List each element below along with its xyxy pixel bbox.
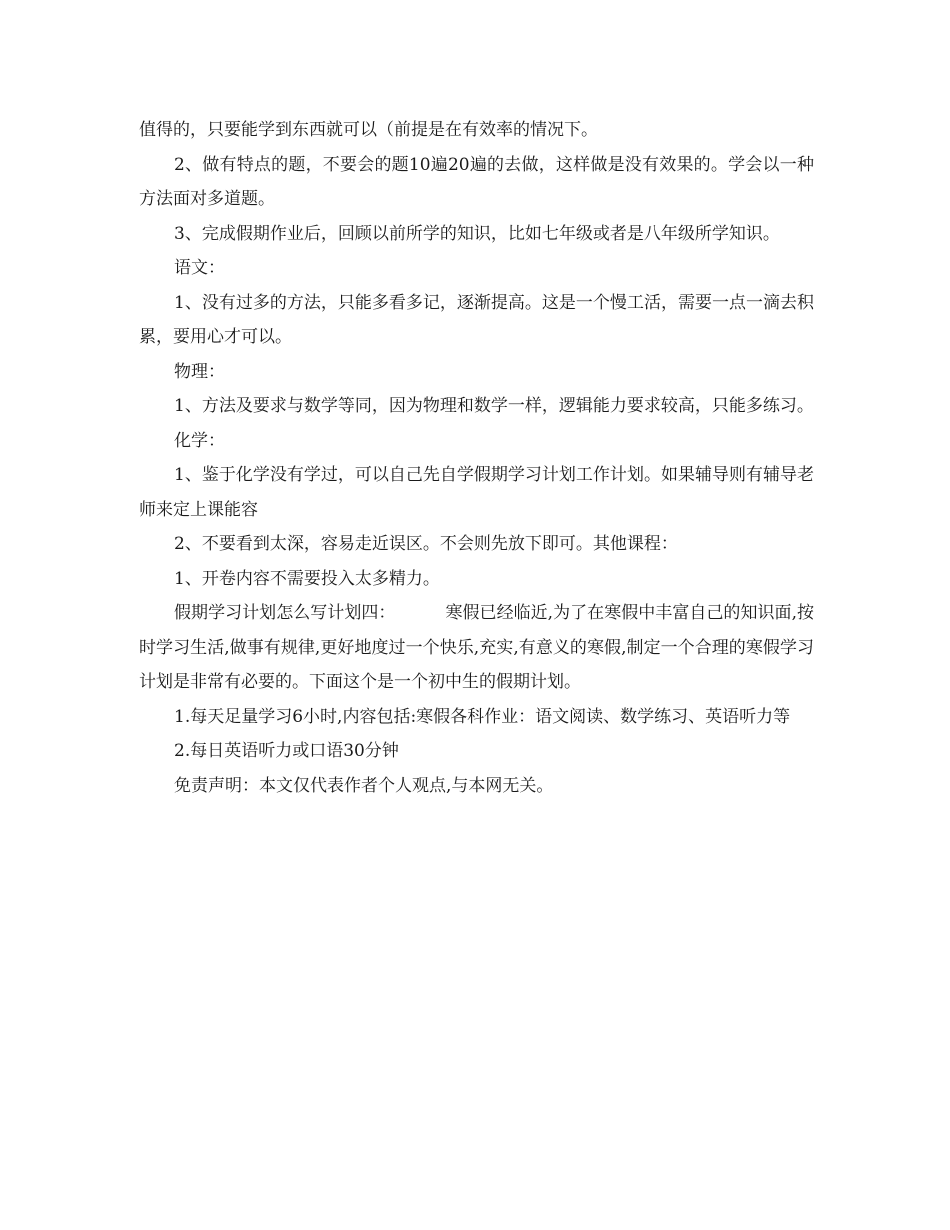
paragraph-3: 3、完成假期作业后，回顾以前所学的知识，比如七年级或者是八年级所学知识。 bbox=[174, 223, 780, 244]
paragraph-plan-item-1: 1.每天足量学习6小时,内容包括:寒假各科作业：语文阅读、数学练习、英语听力等 bbox=[174, 706, 791, 727]
paragraph-plan-item-2: 2.每日英语听力或口语30分钟 bbox=[174, 741, 399, 761]
paragraph-2: 2、做有特点的题，不要会的题10遍20遍的去做，这样做是没有效果的。学会以一种方法面对多道题。 bbox=[139, 154, 814, 209]
paragraph-chemistry-2: 2、不要看到太深，容易走近误区。不会则先放下即可。其他课程： bbox=[174, 534, 678, 554]
document-body bbox=[139, 113, 814, 803]
paragraph-other-1: 1、开卷内容不需要投入太多精力。 bbox=[174, 568, 440, 589]
paragraph-chemistry-1: 1、鉴于化学没有学过，可以自己先自学假期学习计划工作计划。如果辅导则有辅导老师来定上课能容 bbox=[139, 465, 814, 520]
heading-physics: 物理： bbox=[174, 361, 225, 382]
disclaimer: 免责声明：本文仅代表作者个人观点,与本网无关。 bbox=[174, 775, 554, 796]
paragraph-plan-four bbox=[139, 596, 814, 700]
paragraph-physics-1: 1、方法及要求与数学等同，因为物理和数学一样，逻辑能力要求较高，只能多练习。 bbox=[174, 396, 814, 416]
paragraph-1: 值得的，只要能学到东西就可以（前提是在有效率的情况下。 bbox=[139, 120, 598, 140]
heading-chinese: 语文： bbox=[174, 258, 225, 278]
heading-chemistry: 化学： bbox=[174, 430, 225, 451]
plan-four-body: 寒假已经临近,为了在寒假中丰富自己的知识面,按时学习生活,做事有规律,更好地度过一个快乐,充实,有意义的寒假,制定一个合理的寒假学习计划是非常有必要的。下面这个是一个初中生的假期计划。 bbox=[139, 603, 815, 692]
paragraph-chinese-1: 1、没有过多的方法，只能多看多记，逐渐提高。这是一个慢工活，需要一点一滴去积累，要用心才可以。 bbox=[139, 292, 814, 347]
plan-four-heading: 假期学习计划怎么写计划四： bbox=[174, 603, 396, 623]
